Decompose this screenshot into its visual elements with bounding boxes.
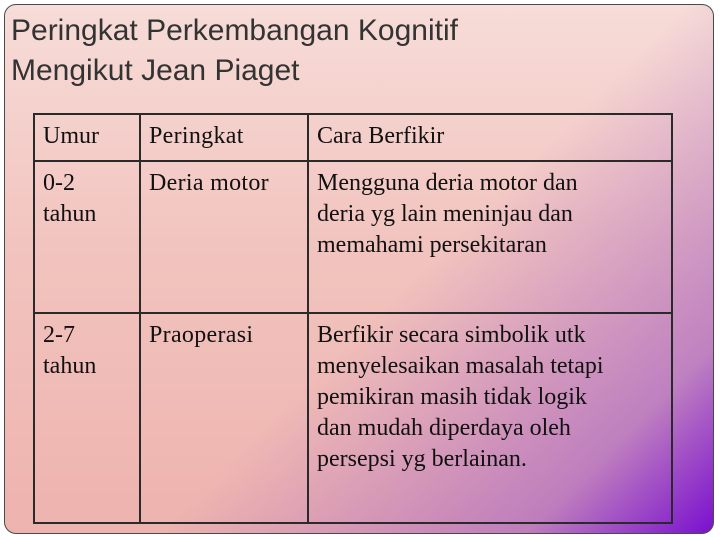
table-header-row [34,114,672,161]
age-line: 2-7 [43,322,75,348]
cell-stage: Deria motor [140,161,308,313]
header-way-of-thinking: Cara Berfikir [308,114,672,161]
age-line: 0-2 [43,170,75,196]
thinking-line: deria yg lain meninjau dan [317,201,573,227]
header-stage: Peringkat [140,114,308,161]
age-line: tahun [43,201,97,227]
table-row [34,161,672,313]
table-row [34,313,672,523]
thinking-line: Berfikir secara simbolik utk [317,322,586,348]
age-line: tahun [43,353,97,379]
header-age: Umur [34,114,140,161]
cell-way-of-thinking [308,313,672,523]
slide-title-line-1: Peringkat Perkembangan Kognitif [11,14,458,47]
slide [4,4,714,534]
thinking-line: memahami persekitaran [317,232,547,258]
cell-age [34,313,140,523]
thinking-line: pemikiran masih tidak logik [317,384,587,410]
cell-way-of-thinking [308,161,672,313]
piaget-stages-table [33,113,673,524]
thinking-line: Mengguna deria motor dan [317,170,578,196]
cell-age [34,161,140,313]
thinking-line: dan mudah diperdaya oleh [317,415,571,441]
thinking-line: persepsi yg berlainan. [317,446,527,472]
thinking-line: menyelesaikan masalah tetapi [317,353,604,379]
slide-title-line-2: Mengikut Jean Piaget [11,54,300,87]
cell-stage: Praoperasi [140,313,308,523]
slide-title [11,11,458,91]
